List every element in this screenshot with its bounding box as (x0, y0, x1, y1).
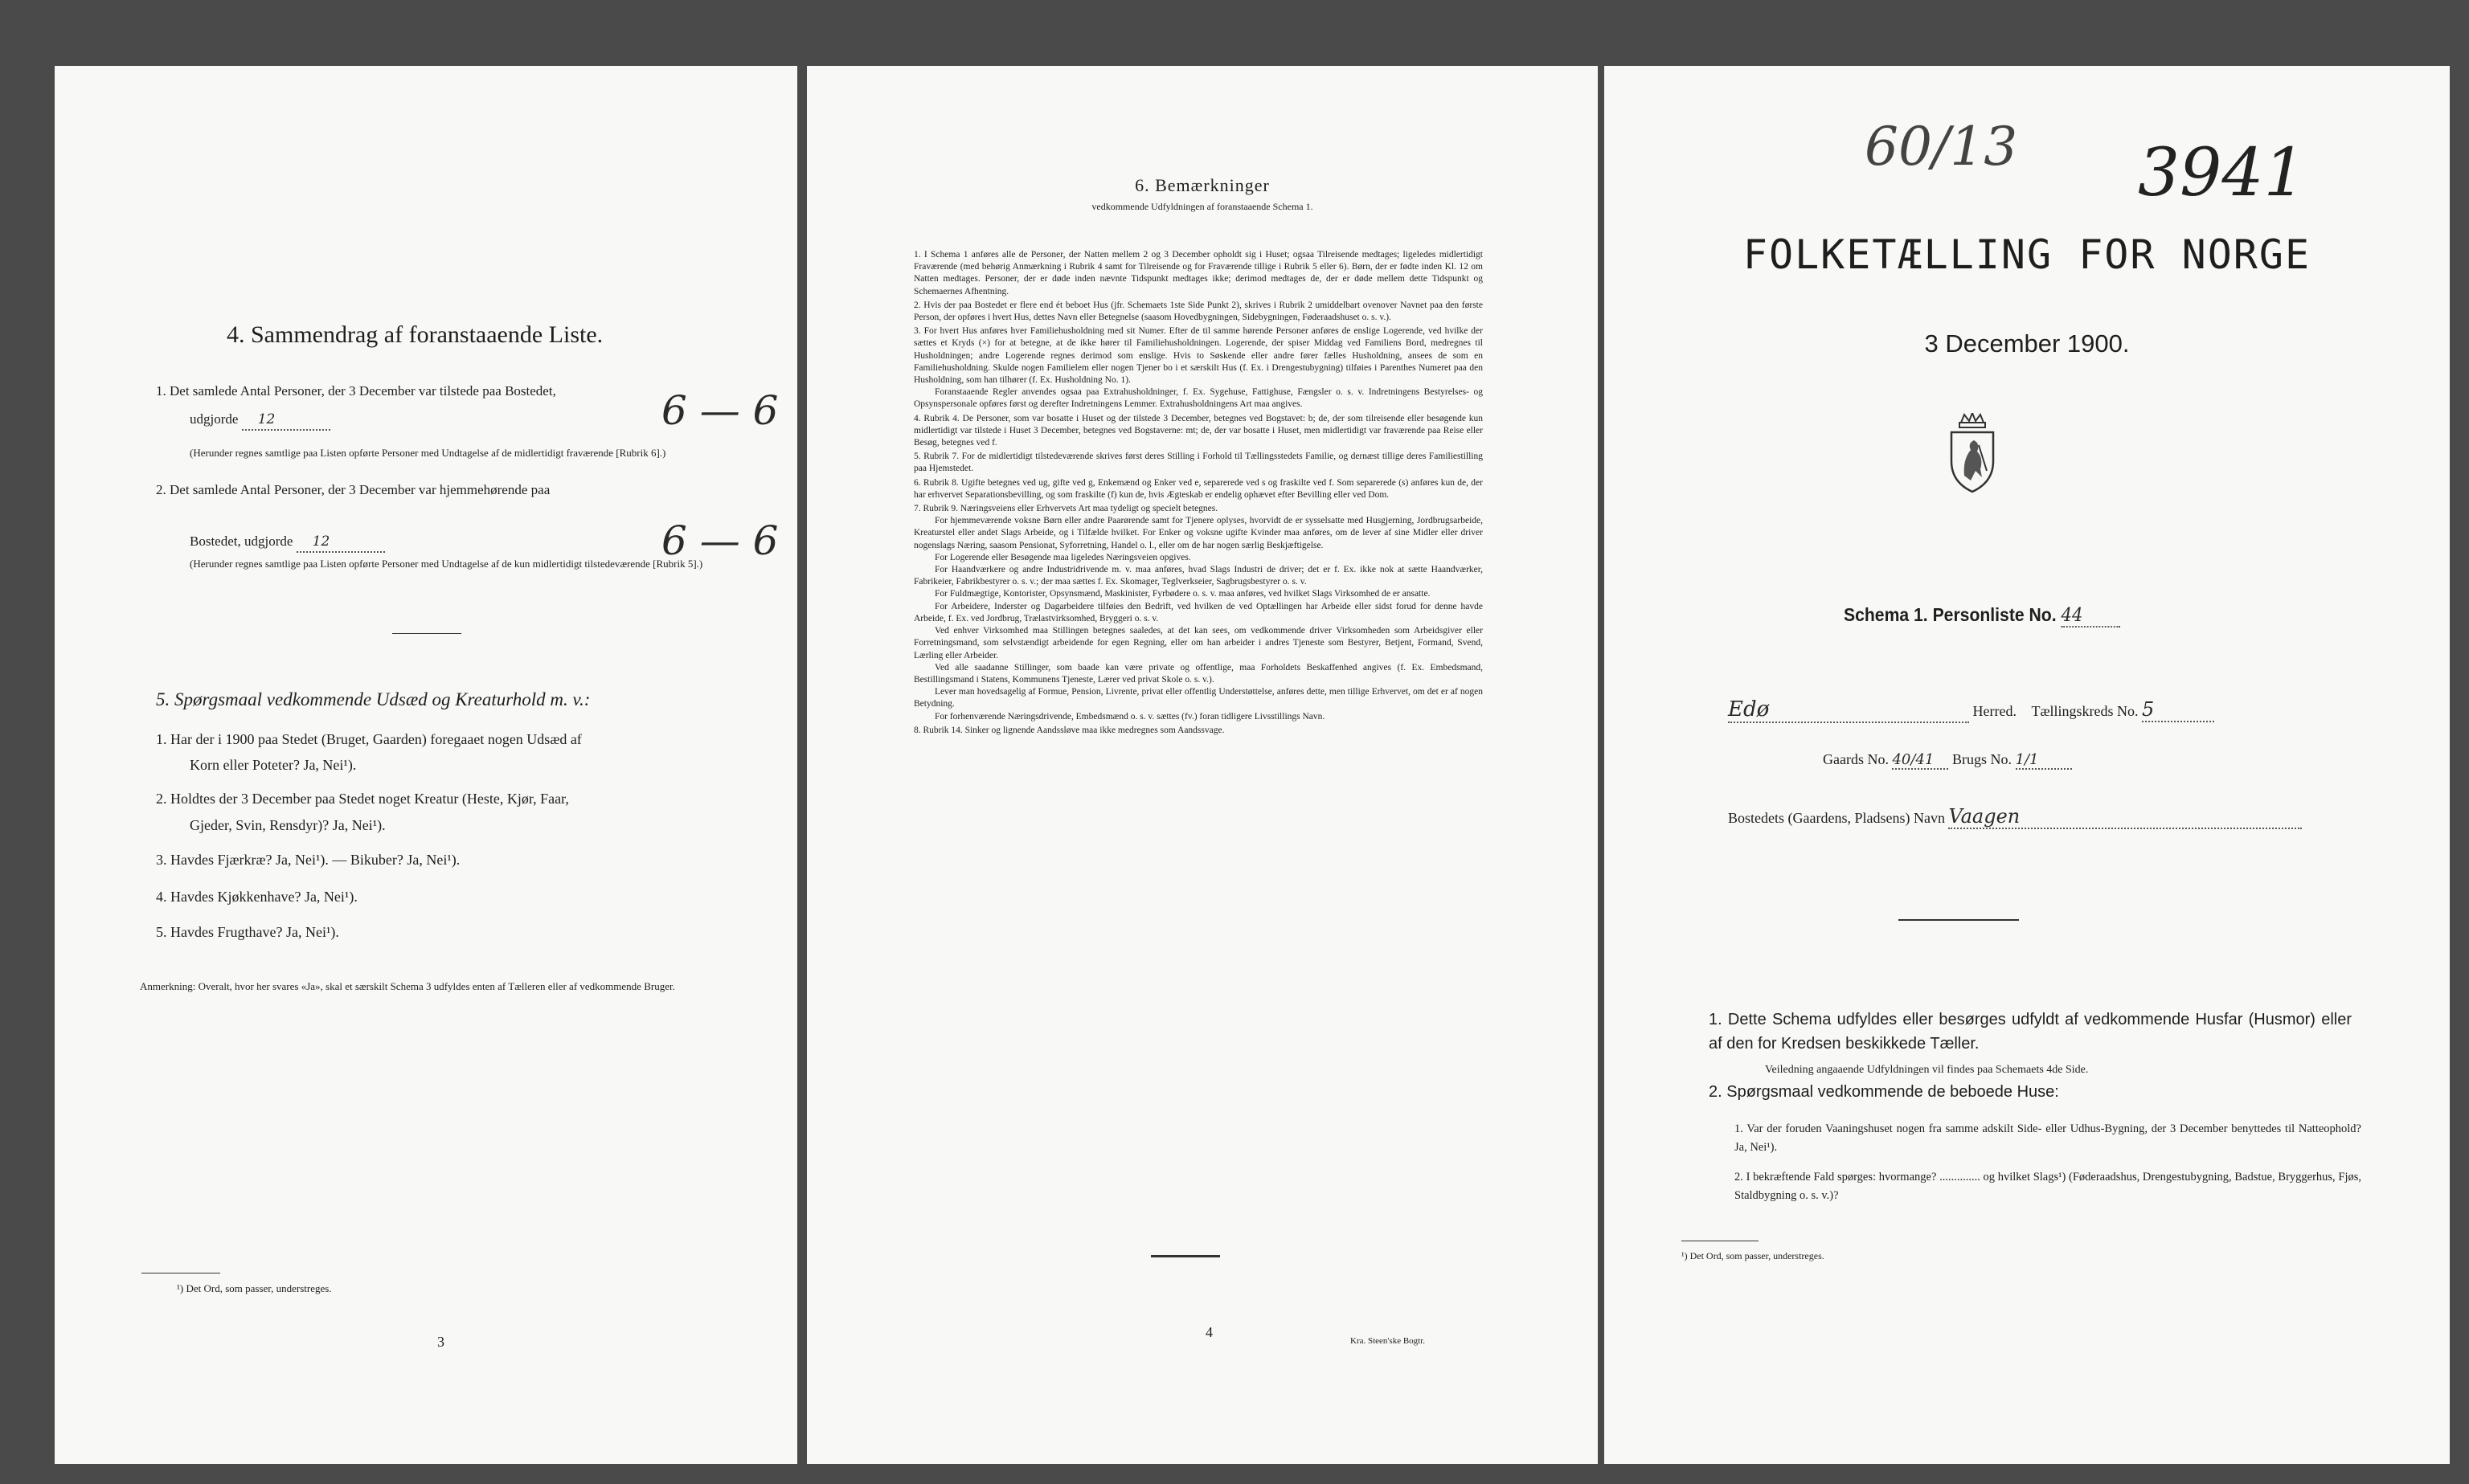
norway-coat-of-arms-icon (1947, 413, 1998, 493)
question-2-answer: Gjeder, Svin, Rensdyr)? Ja, Nei¹). (190, 817, 386, 833)
remark-paragraph: Ved alle saadanne Stillinger, som baade kan være private og offentlige, maa Forholdets Beskaffenhed angives (f. Ex. Embedsmand, Bestillingsmand i Statens, Kommunens Tjeneste, Lærer ved privat Skole o. s. v.). (914, 662, 1483, 685)
remark-paragraph: For hjemmeværende voksne Børn eller andre Paarørende samt for Tjenere oplyses, hvorvidt de er sysselsatte med Husgjerning, Jordbrugsarbeide, Kreaturstel eller andet Slags Arbeide, og i Tilfælde hvilket. For Enker og voksne ugifte Kvinder maa anføres, om de lever af sine Midler eller driver nogenslags Næring, saasom Pensionat, Syforretning, Handel o. l., eller om de har nogen særlig Beskjæftigelse. (914, 516, 1483, 550)
remark-paragraph: For Fuldmægtige, Kontorister, Opsynsmænd, Maskinister, Fyrbødere o. s. v. maa anføres, ved hvilket Slags Virksomhed de er ansatte. (935, 589, 1431, 599)
remark-paragraph: Foranstaaende Regler anvendes ogsaa paa Extrahusholdninger, f. Ex. Sygehuse, Fattighuse, Fængsler o. s. v. Indretningens Bestyrelses- og Opsynspersonale opføres først og derefter Indretningens Lemmer. Extrahusholdningens Art maa angives. (914, 387, 1483, 410)
question-5: 5. Havdes Frugthave? Ja, Nei¹). (156, 924, 339, 940)
divider (1151, 1255, 1220, 1257)
brugs-label: Brugs No. (1951, 751, 2012, 767)
remark-paragraph: For Haandværkere og andre Industridrivende m. v. maa anføres, hvad Slags Industri de driver; det er f. Ex. ikke nok at sætte Haandværker, Fabrikeier, Fabrikbestyrer o. s. v.; der maa sættes f. Ex. Skomager, Teglverkseier, Sagbrugsbestyrer o. s. v. (914, 565, 1483, 587)
item-1-value: 12 (242, 410, 330, 431)
handwritten-list-number: 3941 (2138, 135, 2306, 211)
question-3: 3. Havdes Fjærkræ? Ja, Nei¹). — Bikuber? Ja, Nei¹). (156, 852, 461, 868)
bosted-line (1728, 805, 2435, 829)
instruction-2-question-2: 2. I bekræftende Fald spørges: hvormange? .............. og hvilket Slags¹) (Føderaadshus, Drengestubygning, Badstue, Bryggerhus, Fjøs, Staldbygning o. s. v.)? (1734, 1171, 2361, 1202)
remark-paragraph: 4. Rubrik 4. De Personer, som var bosatte i Huset og der tilstede 3 December, betegnes ved Bogstavet: b; de, der som tilreisende eller besøgende kun midlertidigt var tilstede i Huset 3 December, betegnes ved Bogstaverne: mt; de, der var bosatte i Huset, men midlertidigt var fraværende paa Reise eller Besøg, betegnes ved f. (914, 413, 1483, 448)
question-1: 1. Har der i 1900 paa Stedet (Bruget, Gaarden) foregaaet nogen Udsæd af (156, 731, 582, 747)
section-5-title: 5. Spørgsmaal vedkommende Udsæd og Kreaturhold m. v.: (156, 689, 591, 709)
item-2-text: 2. Det samlede Antal Personer, der 3 December var hjemmehørende paa (156, 482, 551, 497)
item-2-value: 12 (297, 532, 385, 553)
schema-line (1844, 604, 2120, 628)
divider (1898, 919, 2019, 921)
remark-paragraph: 2. Hvis der paa Bostedet er flere end ét beboet Hus (jfr. Schemaets 1ste Side Punkt 2), skrives i Rubrik 2 umiddelbart ovenover Navnet paa den første Person, der opføres i hvert Hus, dettes Navn eller Betegnelse (saasom Hovedbygningen, Sidebygningen, Føderaadshuset o. s. v.). (914, 300, 1483, 323)
question-1-answer: Korn eller Poteter? Ja, Nei¹). (190, 757, 357, 773)
item-2-bostedet (190, 532, 385, 553)
remarks-list (914, 249, 1483, 737)
anmerkning: Anmerkning: Overalt, hvor her svares «Ja», skal et særskilt Schema 3 udfyldes enten af Tælleren eller af vedkommende Bruger. (140, 980, 675, 992)
item-1-udgjorde-label: udgjorde (190, 411, 239, 427)
footnote: ¹) Det Ord, som passer, understreges. (177, 1282, 332, 1294)
item-2-handwriting: 6 — 6 (661, 517, 779, 564)
kreds-number: 5 (2142, 698, 2214, 722)
page-number: 4 (1206, 1324, 1213, 1340)
footnote: ¹) Det Ord, som passer, understreges. (1681, 1250, 1824, 1261)
item-1-note: (Herunder regnes samtlige paa Listen opførte Personer med Undtagelse af de midlertidigt fraværende [Rubrik 6].) (190, 447, 666, 459)
bosted-value: Vaagen (1948, 805, 2302, 829)
instruction-1: 1. Dette Schema udfyldes eller besørges udfyldt af vedkommende Husfar (Husmor) eller af den for Kredsen beskikkede Tæller. (1709, 1011, 2352, 1053)
bemerkninger-title: 6. Bemærkninger (1135, 175, 1270, 195)
main-title: FOLKETÆLLING FOR NORGE (1742, 231, 2311, 278)
remark-paragraph: Ved enhver Virksomhed maa Stillingen betegnes saaledes, at det kan sees, om vedkommende driver Virksomheden som Arbeidsgiver eller Forretningsmand, som selvstændigt arbeidende for egen Regning, eller om han arbeider i andres Tjeneste som Bestyrer, Betjent, Formand, Svend, Lærling eller Arbeider. (914, 626, 1483, 660)
remark-paragraph: For forhenværende Næringsdrivende, Embedsmænd o. s. v. sættes (fv.) foran tidligere Livsstillings Navn. (935, 711, 1325, 722)
herred-label: Herred. (1972, 703, 2017, 719)
bosted-label: Bostedets (Gaardens, Pladsens) Navn (1728, 810, 1945, 826)
gaards-number: 40/41 (1892, 751, 1948, 770)
instruction-2-question-1: 1. Var der foruden Vaaningshuset nogen fra samme adskilt Side- eller Udhus-Bygning, der 3 December benyttedes til Natteophold? Ja, Nei¹). (1734, 1122, 2361, 1154)
bemerkninger-subtitle: vedkommende Udfyldningen af foranstaaende Schema 1. (1091, 201, 1313, 212)
herred-value: Edø (1728, 697, 1969, 723)
page-4 (807, 66, 1598, 1464)
census-date: 3 December 1900. (1924, 329, 2130, 358)
herred-line (1728, 697, 2435, 723)
remark-paragraph: 3. For hvert Hus anføres hver Familiehusholdning med sit Numer. Efter de til samme hørende Personer anføres de enslige Logerende, ved hvilke der sættes et Kryds (×) for at betegne, at de ikke hører til Familiehusholdningen. Logerende, der spiser Middag ved Familiens Bord, medregnes til Husholdningen; andre Logerende regnes derimod som enslige. Hvis to Søskende eller andre fører fælles Husholdning, ansees de som en Familiehusholdning. Skulde nogen Familielem eller nogen Tjener bo i et særskilt Hus (f. Ex. i Drengestubygning) tilføies i Parenthes Numeret paa den Husholdning, som han tilhører (f. Ex. Husholdning No. 1). (914, 326, 1483, 386)
remark-paragraph: Lever man hovedsagelig af Formue, Pension, Livrente, privat eller offentlig Understøttelse, anføres dette, men tillige Erhvervet, om det er af nogen Betydning. (914, 687, 1483, 709)
item-1-udgjorde (190, 410, 330, 431)
question-2: 2. Holdtes der 3 December paa Stedet noget Kreatur (Heste, Kjør, Faar, (156, 791, 569, 807)
question-4: 4. Havdes Kjøkkenhave? Ja, Nei¹). (156, 889, 358, 905)
divider (392, 633, 461, 634)
page-3 (55, 66, 797, 1464)
remark-paragraph: 5. Rubrik 7. For de midlertidigt tilstedeværende skrives først deres Stilling i Forhold til Tællingsstedets Familie, og dernæst tillige deres Familiestilling paa Hjemstedet. (914, 452, 1483, 474)
schema-label: Schema 1. Personliste No. (1844, 604, 2057, 625)
handwritten-archive-number: 60/13 (1865, 116, 2018, 178)
kreds-label: Tællingskreds No. (2031, 703, 2139, 719)
remark-paragraph: 8. Rubrik 14. Sinker og lignende Aandssløve maa ikke medregnes som Aandssvage. (914, 725, 1225, 735)
remark-paragraph: 7. Rubrik 9. Næringsveiens eller Erhvervets Art maa tydeligt og specielt betegnes. (914, 504, 1218, 514)
instruction-2: 2. Spørgsmaal vedkommende de beboede Huse: (1709, 1083, 2059, 1101)
remark-paragraph: For Logerende eller Besøgende maa ligeledes Næringsveien opgives. (935, 552, 1191, 562)
brugs-number: 1/1 (2016, 751, 2072, 770)
printer: Kra. Steen'ske Bogtr. (1350, 1336, 1426, 1346)
item-1-text: 1. Det samlede Antal Personer, der 3 December var tilstede paa Bostedet, (156, 383, 556, 399)
gaards-label: Gaards No. (1823, 751, 1889, 767)
page-number: 3 (437, 1334, 444, 1350)
section-4-title: 4. Sammendrag af foranstaaende Liste. (227, 321, 604, 348)
gaards-line (1823, 751, 2072, 770)
instruction-1-note: Veiledning angaaende Udfyldningen vil findes paa Schemaets 4de Side. (1765, 1064, 2089, 1076)
remark-paragraph: 1. I Schema 1 anføres alle de Personer, der Natten mellem 2 og 3 December opholdt sig i Huset; ogsaa Tilreisende medtages; ligeledes midlertidigt Fraværende (med behørig Anmærkning i Rubrik 4 samt for Tilreisende og for Fraværende tillige i Rubrik 5 eller 6). Børn, der er fødte inden Kl. 12 om Natten medtages. Personer, der er døde inden nævnte Tidspunkt medtages ikke; derimod medtages de, der er døde mellem dette Tidspunkt og Schemaernes Afhentning. (914, 250, 1483, 296)
item-2-bostedet-label: Bostedet, udgjorde (190, 534, 293, 549)
remark-paragraph: 6. Rubrik 8. Ugifte betegnes ved ug, gifte ved g, Enkemænd og Enker ved e, separerede ved s og fraskilte ved f. Som separerede (s) anføres kun de, der har erhvervet Separationsbevilling, og som fraskilte (f) kun de, hvis Ægteskab er endelig ophævet efter Bevilling eller ved Dom. (914, 477, 1483, 500)
personliste-number: 44 (2061, 605, 2120, 628)
remark-paragraph: For Arbeidere, Inderster og Dagarbeidere tilføies den Bedrift, ved hvilken de ved Optællingen har Arbeide eller sidst forud for denne havde Arbeide, f. Ex. ved Jordbrug, Trælastvirksomhed, Bryggeri o. s. v. (914, 601, 1483, 623)
item-2-note: (Herunder regnes samtlige paa Listen opførte Personer med Undtagelse af de kun midlertidigt tilstedeværende [Rubrik 5].) (190, 558, 703, 570)
item-1-handwriting: 6 — 6 (661, 387, 779, 434)
page-1 (1604, 66, 2450, 1464)
